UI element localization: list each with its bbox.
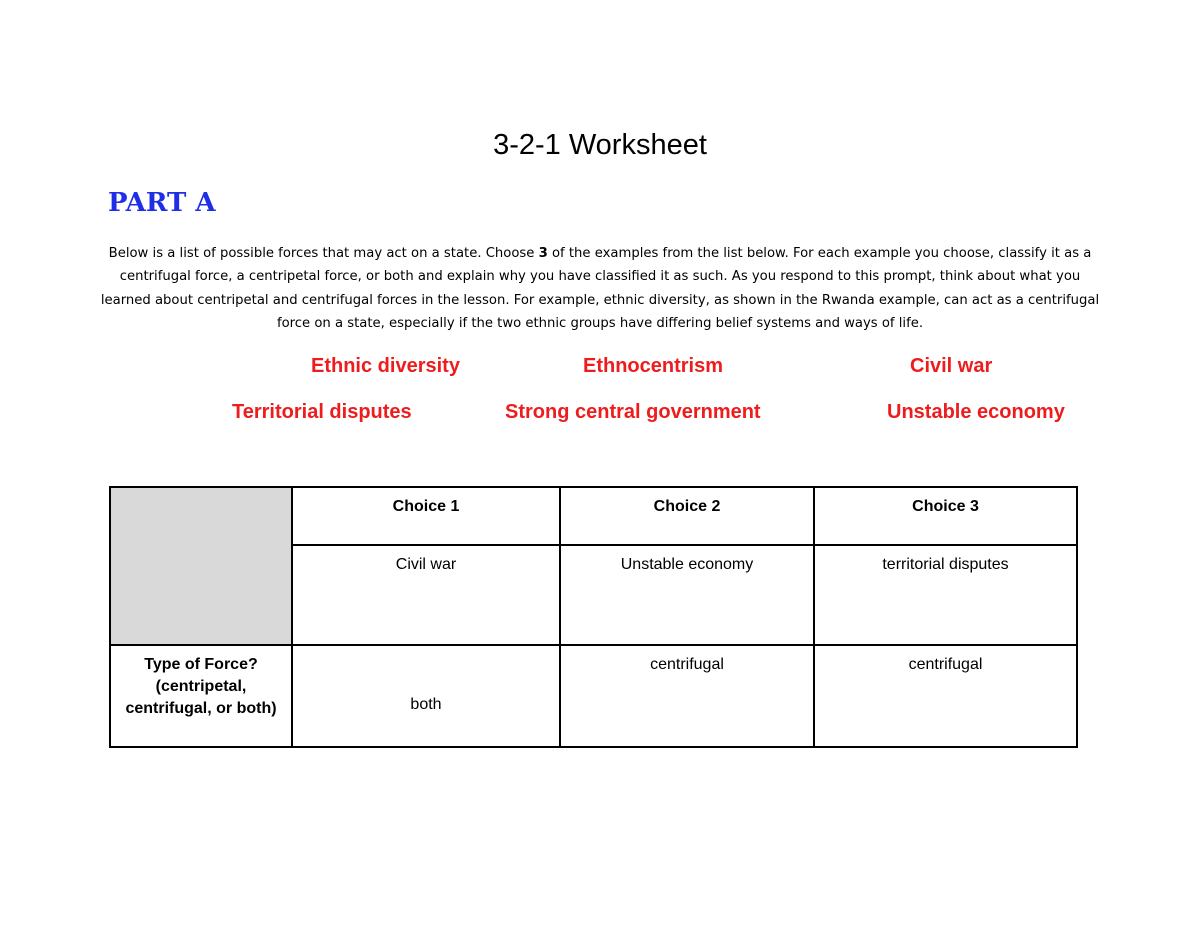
instructions-text-rest: of the examples from the list below. For each example you choose, classify it as a centrifugal force, a centripetal force, or both and explain why you have classified it as such. As you respond to this prompt, think about what you learned about centripetal and centrifugal forces in the lesson. For example, ethnic diversity, as shown in the Rwanda example, can act as a centrifugal force on a state, especially if the two ethnic groups have differing belief systems and ways of life. [100,246,1100,331]
header-choice-1-label: Choice 1 [392,498,460,515]
choice-3-cell [814,545,1077,645]
header-choice-3 [814,487,1077,545]
instructions-paragraph [100,242,1100,335]
table-force-row [110,645,1077,747]
header-choice-3-label: Choice 3 [912,498,979,515]
option-unstable-economy: Unstable economy [887,401,1065,423]
force-1-cell [292,645,560,747]
option-ethnocentrism: Ethnocentrism [583,355,724,377]
option-ethnic-diversity: Ethnic diversity [311,355,460,377]
table-corner-cell [110,487,292,645]
header-choice-2-label: Choice 2 [653,498,721,515]
force-2-cell [560,645,814,747]
choice-2-value: Unstable economy [620,556,754,573]
choice-3-value: territorial disputes [882,556,1009,573]
worksheet-title: 3-2-1 Worksheet [493,129,707,161]
instructions-text-start: Below is a list of possible forces that may act on a state. Choose [108,246,539,261]
force-type-label: Type of Force? (centripetal, centrifugal, or both) [125,656,277,717]
force-type-label-cell [110,645,292,747]
force-3-cell [814,645,1077,747]
choices-table [109,486,1078,748]
table-header-row [110,487,1077,545]
force-3-value: centrifugal [908,656,983,673]
option-strong-central-government: Strong central government [505,401,761,423]
header-choice-2 [560,487,814,545]
choice-2-cell [560,545,814,645]
force-2-value: centrifugal [650,656,724,673]
instructions-count: 3 [538,246,548,261]
option-civil-war: Civil war [910,355,993,377]
choice-1-value: Civil war [395,556,457,573]
option-territorial-disputes: Territorial disputes [232,401,412,423]
force-1-value: both [410,696,442,713]
part-a-heading: PART A [108,188,216,218]
choice-1-cell [292,545,560,645]
header-choice-1 [292,487,560,545]
